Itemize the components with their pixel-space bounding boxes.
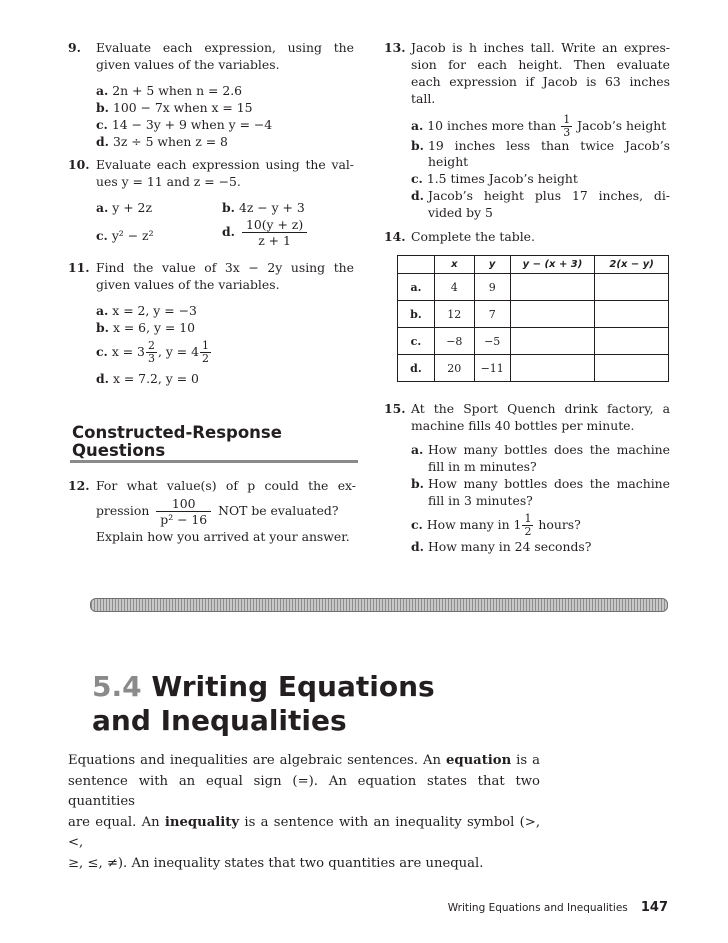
constructed-response-heading	[72, 424, 358, 460]
question-text-line: Explain how you arrived at your answer.	[96, 529, 350, 544]
item-label: d.	[411, 539, 424, 554]
question-text-line: each expression if Jacob is 63 inches	[411, 74, 670, 89]
fraction-denominator: 3	[563, 126, 571, 139]
item-text: , y = 4	[157, 344, 199, 359]
item-label: a.	[411, 442, 424, 457]
item-text: 2n + 5 when n = 2.6	[112, 83, 243, 98]
item-text: 100 − 7x when x = 15	[112, 100, 253, 115]
item-text: fill in m minutes?	[428, 459, 537, 474]
table-row	[398, 328, 669, 355]
item-text: 1.5 times Jacob’s height	[426, 171, 578, 186]
item-label: b.	[96, 100, 109, 115]
item-text: x = 7.2, y = 0	[112, 371, 199, 386]
answer-cell	[595, 328, 669, 355]
fraction-denominator: z + 1	[258, 233, 291, 248]
table-cell: 20	[434, 355, 474, 382]
question-number: 12.	[68, 478, 90, 493]
answer-cell	[510, 301, 595, 328]
table-cell: 9	[474, 274, 510, 301]
item-label: c.	[411, 517, 423, 532]
fraction-numerator: 1	[563, 113, 571, 126]
fraction-denominator: 2	[524, 525, 532, 538]
question-text-line: tall.	[411, 91, 436, 106]
fraction-numerator: 10(y + z)	[242, 217, 307, 233]
fraction-numerator: 1	[201, 339, 209, 352]
item-text: Jacob’s height plus 17 inches, di-	[428, 188, 670, 203]
question-number: 15.	[384, 401, 406, 416]
question-text-line: given values of the variables.	[96, 57, 280, 72]
item-text: y² − z²	[111, 228, 154, 243]
fraction	[242, 217, 307, 248]
table-cell: 4	[434, 274, 474, 301]
paragraph-text: Equations and inequalities are algebraic sentences. An	[68, 753, 441, 768]
table-row	[398, 274, 669, 301]
section-number: 5.4	[92, 670, 142, 703]
fraction-denominator: 3	[147, 352, 155, 365]
paragraph-text: is a	[516, 753, 540, 768]
item-label: a.	[96, 83, 109, 98]
running-title: Writing Equations and Inequalities	[447, 902, 628, 914]
question-text-line: ues y = 11 and z = −5.	[96, 174, 241, 189]
answer-cell	[510, 355, 595, 382]
item-text: Jacob’s height	[577, 118, 667, 133]
item-text: 4z − y + 3	[238, 200, 305, 215]
table-header-cell: y	[474, 256, 510, 274]
item-text: fill in 3 minutes?	[428, 493, 533, 508]
item-text: 14 − 3y + 9 when y = −4	[111, 117, 273, 132]
item-text: How many bottles does the machine	[428, 442, 670, 457]
section-title-line: Writing Equations	[151, 670, 435, 703]
question-text-line: Find the value of 3x − 2y using the	[96, 260, 354, 275]
item-label: b.	[411, 476, 424, 491]
item-label: a.	[96, 200, 109, 215]
item-label: b.	[96, 320, 109, 335]
question-text-line: At the Sport Quench drink factory, a	[411, 401, 670, 416]
item-text: x = 3	[111, 344, 145, 359]
answer-cell	[510, 274, 595, 301]
item-label: c.	[411, 171, 423, 186]
question-number: 13.	[384, 40, 406, 55]
values-table	[397, 255, 669, 382]
fraction	[200, 340, 211, 365]
item-text: 19 inches less than twice Jacob’s	[428, 138, 670, 153]
item-text: hours?	[538, 517, 581, 532]
table-cell: 12	[434, 301, 474, 328]
answer-cell	[595, 355, 669, 382]
question-text-line: For what value(s) of p could the ex-	[96, 478, 356, 493]
heading-rule	[70, 460, 358, 463]
table-cell: 7	[474, 301, 510, 328]
table-header-cell	[398, 256, 435, 274]
item-label: d.	[411, 188, 424, 203]
table-cell: −5	[474, 328, 510, 355]
question-text-line: Evaluate each expression, using the	[96, 40, 354, 55]
fraction	[146, 340, 157, 365]
page-footer	[420, 896, 668, 915]
fraction	[156, 496, 211, 527]
section-divider-bar	[90, 598, 668, 612]
paragraph-text: sentence with an equal sign (=). An equation states that two quantities	[68, 773, 540, 809]
fraction	[561, 114, 572, 139]
table-header-cell: 2(x − y)	[595, 256, 669, 274]
question-text-line: sion for each height. Then evaluate	[411, 57, 670, 72]
item-text: 10 inches more than	[427, 118, 557, 133]
item-text: How many in 1	[426, 517, 522, 532]
answer-cell	[595, 301, 669, 328]
item-label: d.	[222, 224, 235, 240]
table-row	[398, 355, 669, 382]
item-text: height	[428, 154, 469, 169]
heading-line: Questions	[72, 441, 166, 460]
item-label: b.	[411, 138, 424, 153]
fraction-denominator: p² − 16	[160, 512, 208, 527]
term-inequality: inequality	[164, 814, 240, 830]
row-label: d.	[398, 355, 435, 382]
item-label: c.	[96, 228, 108, 243]
item-label: a.	[96, 303, 109, 318]
table-cell: −11	[474, 355, 510, 382]
question-number: 10.	[68, 157, 90, 172]
term-equation: equation	[445, 753, 512, 768]
answer-cell	[595, 274, 669, 301]
row-label: b.	[398, 301, 435, 328]
item-label: c.	[96, 117, 108, 132]
item-text: vided by 5	[428, 205, 493, 220]
page-number: 147	[640, 900, 668, 915]
fraction-numerator: 2	[147, 339, 155, 352]
question-text-line: Evaluate each expression using the val-	[96, 157, 354, 172]
paragraph-text: are equal. An	[68, 814, 160, 830]
table-header-row	[398, 256, 669, 274]
table-row	[398, 301, 669, 328]
table-cell: −8	[434, 328, 474, 355]
intro-paragraph	[68, 751, 540, 874]
question-number: 11.	[68, 260, 90, 275]
question-number: 9.	[68, 40, 81, 55]
item-label: d.	[96, 134, 109, 149]
table-header-cell: y − (x + 3)	[510, 256, 595, 274]
question-text-line: machine fills 40 bottles per minute.	[411, 418, 635, 433]
fraction-numerator: 100	[156, 496, 211, 512]
item-text: y + 2z	[112, 200, 152, 215]
question-text: pression	[96, 503, 150, 519]
fraction-numerator: 1	[524, 512, 532, 525]
item-label: a.	[411, 118, 424, 133]
question-text-line: Complete the table.	[411, 229, 535, 244]
section-title-line: and Inequalities	[92, 704, 347, 737]
item-label: c.	[96, 344, 108, 359]
section-title	[92, 670, 435, 738]
item-text: How many in 24 seconds?	[427, 539, 592, 554]
question-number: 14.	[384, 229, 406, 244]
item-label: b.	[222, 200, 235, 215]
fraction-denominator: 2	[201, 352, 209, 365]
item-label: d.	[96, 371, 109, 386]
item-text: x = 2, y = −3	[112, 303, 197, 318]
question-text: NOT be evaluated?	[218, 503, 339, 519]
item-text: x = 6, y = 10	[112, 320, 195, 335]
heading-line: Constructed-Response	[72, 423, 282, 442]
item-text: How many bottles does the machine	[428, 476, 670, 491]
question-text-line: Jacob is h inches tall. Write an expres-	[411, 40, 670, 55]
answer-cell	[510, 328, 595, 355]
row-label: c.	[398, 328, 435, 355]
question-text-line: given values of the variables.	[96, 277, 280, 292]
paragraph-text: is a sentence with an inequality symbol (>, <,	[68, 814, 541, 850]
paragraph-text: ≥, ≤, ≠). An inequality states that two quantities are unequal.	[68, 855, 484, 871]
item-text: 3z ÷ 5 when z = 8	[112, 134, 228, 149]
row-label: a.	[398, 274, 435, 301]
fraction	[522, 513, 533, 538]
table-header-cell: x	[434, 256, 474, 274]
